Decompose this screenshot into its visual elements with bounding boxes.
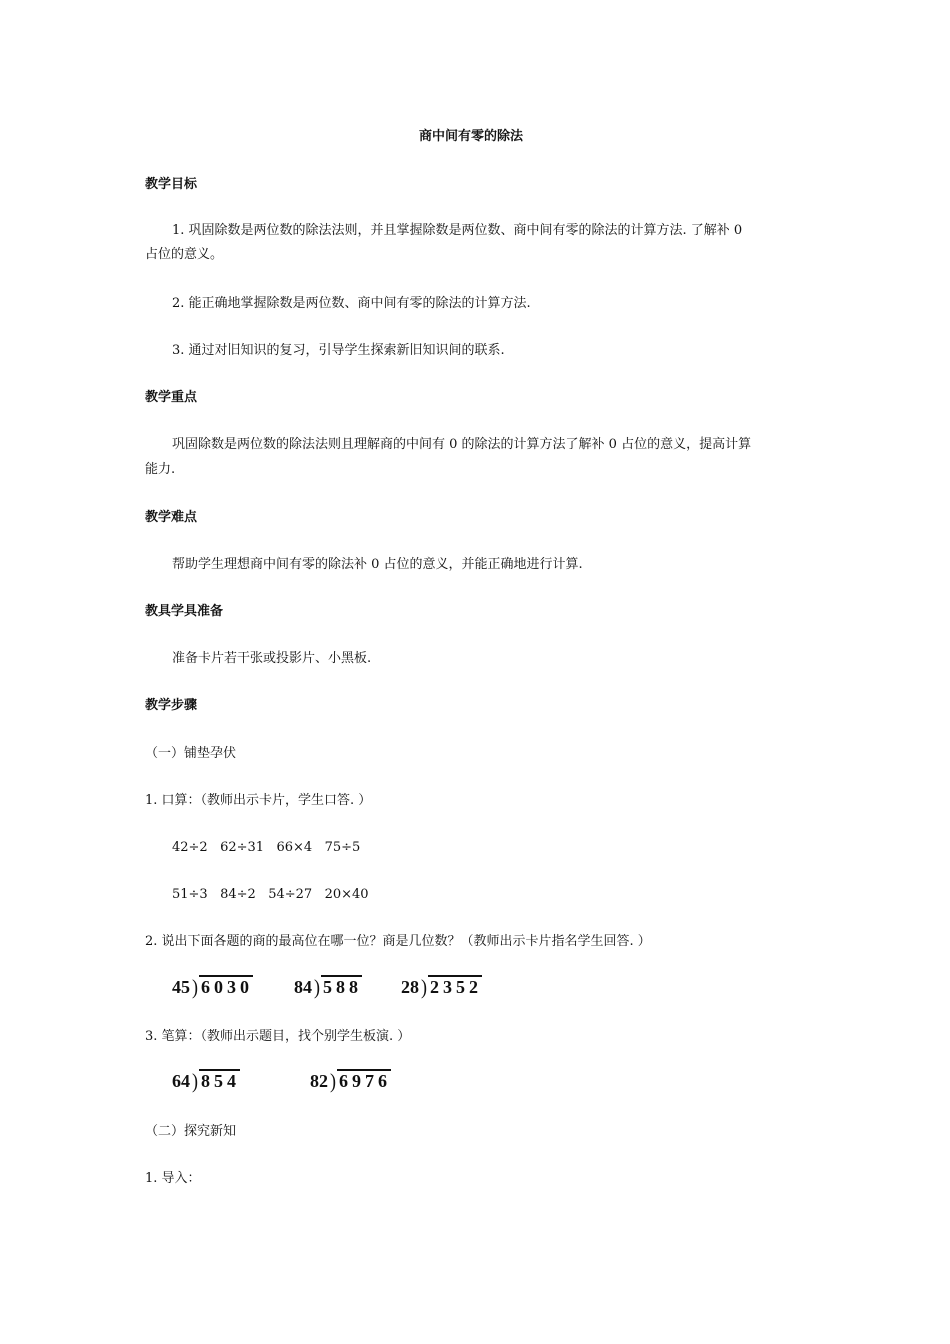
difficulties-heading: 教学难点 (145, 510, 198, 525)
steps-heading: 教学步骤 (145, 698, 198, 713)
question-3-label: 3. 笔算：（教师出示题目，找个别学生板演. ） (145, 1029, 411, 1044)
division-bracket: ) (330, 1069, 336, 1093)
materials-text: 准备卡片若干张或投影片、小黑板. (172, 651, 372, 666)
division-bracket: ) (192, 975, 198, 999)
division-bracket: ) (192, 1069, 198, 1093)
oral-calc-row-1: 42÷2 62÷31 66×4 75÷5 (172, 840, 361, 855)
oral-calc-row-2: 51÷3 84÷2 54÷27 20×40 (172, 887, 369, 902)
division-bracket: ) (421, 975, 427, 999)
long-division-problem (401, 975, 482, 998)
intro-label: 1. 导入： (145, 1171, 201, 1186)
dividend: 6976 (339, 1071, 391, 1091)
key-points-line-1: 巩固除数是两位数的除法法则且理解商的中间有 0 的除法的计算方法了解补 0 占位的意义，提高计算 (172, 437, 752, 452)
part-2-heading: （二）探究新知 (145, 1124, 237, 1139)
division-bracket: ) (314, 975, 320, 999)
divisor: 28 (401, 977, 419, 997)
divisor: 82 (310, 1071, 328, 1091)
long-division-problem (310, 1069, 391, 1092)
objective-2: 2. 能正确地掌握除数是两位数、商中间有零的除法的计算方法. (172, 296, 531, 311)
key-points-heading: 教学重点 (145, 390, 198, 405)
document-title: 商中间有零的除法 (419, 129, 524, 144)
dividend: 6030 (201, 977, 253, 997)
long-division-problem (294, 975, 362, 998)
key-points-line-2: 能力. (145, 462, 176, 477)
long-division-problem (172, 1069, 240, 1092)
divisor: 45 (172, 977, 190, 997)
question-2-label: 2. 说出下面各题的商的最高位在哪一位？商是几位数？（教师出示卡片指名学生回答. ） (145, 934, 651, 949)
divisor: 64 (172, 1071, 190, 1091)
objectives-heading: 教学目标 (145, 177, 198, 192)
divisor: 84 (294, 977, 312, 997)
dividend: 854 (201, 1071, 240, 1091)
objective-1-line-2: 占位的意义。 (145, 247, 224, 262)
part-1-heading: （一）铺垫孕伏 (145, 746, 237, 761)
long-division-problem (172, 975, 253, 998)
objective-3: 3. 通过对旧知识的复习，引导学生探索新旧知识间的联系. (172, 343, 505, 358)
objective-1-line-1: 1. 巩固除数是两位数的除法法则，并且掌握除数是两位数、商中间有零的除法的计算方法. 了解补 0 (172, 223, 743, 238)
materials-heading: 教具学具准备 (145, 604, 224, 619)
oral-calc-label: 1. 口算：（教师出示卡片，学生口答. ） (145, 793, 372, 808)
difficulties-text: 帮助学生理想商中间有零的除法补 0 占位的意义，并能正确地进行计算. (172, 557, 583, 572)
dividend: 588 (323, 977, 362, 997)
dividend: 2352 (430, 977, 482, 997)
